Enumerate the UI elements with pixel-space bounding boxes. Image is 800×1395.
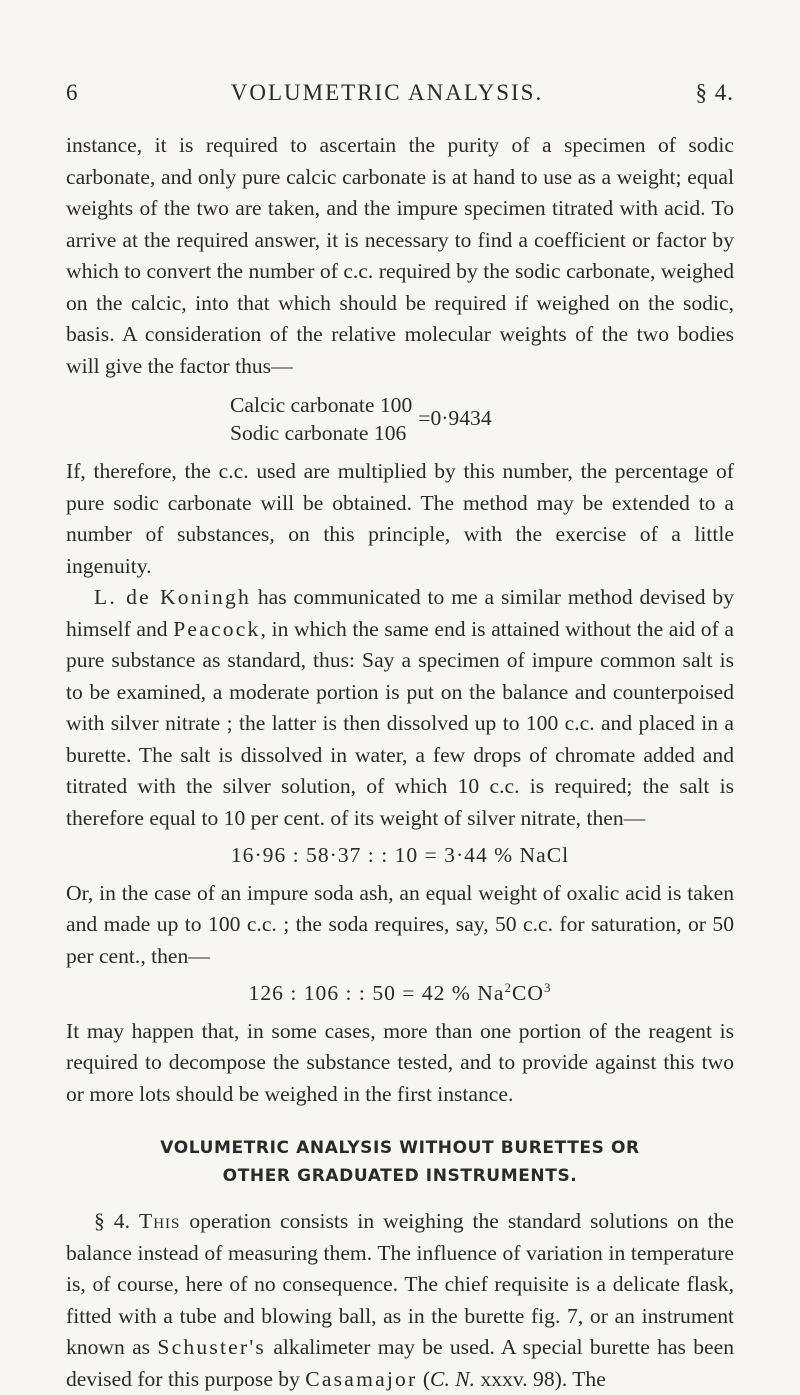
paragraph-3-text-b: , in which the same end is attained without the aid of a pure substance as standard, thus: Say a specimen of impure common salt is to be examined, a moderate portion is put on the balance and counterpoised with silver nitrate ; the latter is then dissolved up to 100 c.c. and placed in a burette. The salt is dissolved in water, a few drops of chromate added and titrated with the silver solution, of which 10 c.c. is required; the salt is therefore equal to 10 per cent. of its weight of silver nitrate, then— <box>66 616 734 830</box>
equation-nacl: 16·96 : 58·37 : : 10 = 3·44 % NaCl <box>230 843 570 867</box>
fraction <box>230 391 412 447</box>
page-body <box>66 130 734 1395</box>
journal-abbrev: C. N. <box>430 1366 476 1391</box>
paragraph-1: instance, it is required to ascertain the purity of a specimen of sodic carbonate, and only pure calcic carbonate is at hand to use as a weight; equal weights of the two are taken, and the impure specimen titrated with acid. To arrive at the required answer, it is necessary to find a coefficient or factor by which to convert the number of c.c. required by the sodic carbonate, weighed on the calcic, into that which should be required if weighed on the sodic, basis. A consideration of the relative molecular weights of the two bodies will give the factor thus— <box>66 133 734 378</box>
paragraph-4: Or, in the case of an impure soda ash, an equal weight of oxalic acid is taken and made up to 100 c.c. ; the soda requires, say, 50 c.c. for saturation, or 50 per cent., then— <box>66 880 734 968</box>
lead-word: This <box>139 1209 181 1233</box>
paragraph-6 <box>66 1206 734 1395</box>
author-name-casamajor: Casamajor <box>305 1366 418 1391</box>
running-title: VOLUMETRIC ANALYSIS. <box>230 80 544 105</box>
equation-2-main: 126 : 106 : : 50 = 42 % Na <box>248 981 505 1005</box>
factor-fraction <box>230 388 734 450</box>
section-heading-line-1: VOLUMETRIC ANALYSIS WITHOUT BURETTES OR <box>160 1138 640 1158</box>
equation-2-sup-1: 2 <box>504 979 512 995</box>
author-name-schuster: Schuster's <box>157 1335 267 1359</box>
equation-2-mid: CO <box>511 981 544 1005</box>
paragraph-2: If, therefore, the c.c. used are multiplied by this number, the percentage of pure sodic carbonate will be obtained. The method may be extended to a number of substances, on this principle, with the exercise of a little ingenuity. <box>66 459 734 578</box>
paragraph-6-text-b: alkalimeter may be used. A special burette has been devised for this purpose by <box>66 1335 734 1391</box>
fraction-denominator: Sodic carbonate 106 <box>230 421 407 445</box>
paragraph-6-text-d: xxxv. 98). The <box>475 1366 606 1391</box>
equation-2-sup-2: 3 <box>543 979 552 995</box>
paragraph-5: It may happen that, in some cases, more than one portion of the reagent is required to decompose the substance tested, and to provide against this two or more lots should be weighed in the first instance. <box>66 1018 734 1106</box>
equation-na2co3 <box>66 978 734 1010</box>
fraction-numerator: Calcic carbonate 100 <box>230 393 413 417</box>
paragraph-6-text-c: ( <box>417 1366 431 1391</box>
author-name-peacock: Peacock <box>173 616 261 641</box>
paragraph-3-text-a: has communicated to me a similar method devised by himself and <box>66 585 734 641</box>
section-heading-line-2: OTHER GRADUATED INSTRUMENTS. <box>222 1166 578 1186</box>
paragraph-6-text-a: operation consists in weighing the standard solutions on the balance instead of measuring them. The influence of variation in temperature is, of course, here of no consequence. The chief requisite is a delicate flask, fitted with a tube and blowing ball, as in the burette fig. 7, or an instrument known as <box>66 1209 735 1359</box>
fraction-result: =0·9434 <box>418 406 492 431</box>
section-symbol: § 4. <box>94 1209 130 1233</box>
paragraph-3 <box>66 582 734 834</box>
section-mark: § 4. <box>695 80 734 105</box>
section-heading <box>66 1134 734 1190</box>
page-number: 6 <box>66 80 79 105</box>
running-header <box>66 80 734 114</box>
author-name-koningh: L. de Koningh <box>94 585 251 609</box>
